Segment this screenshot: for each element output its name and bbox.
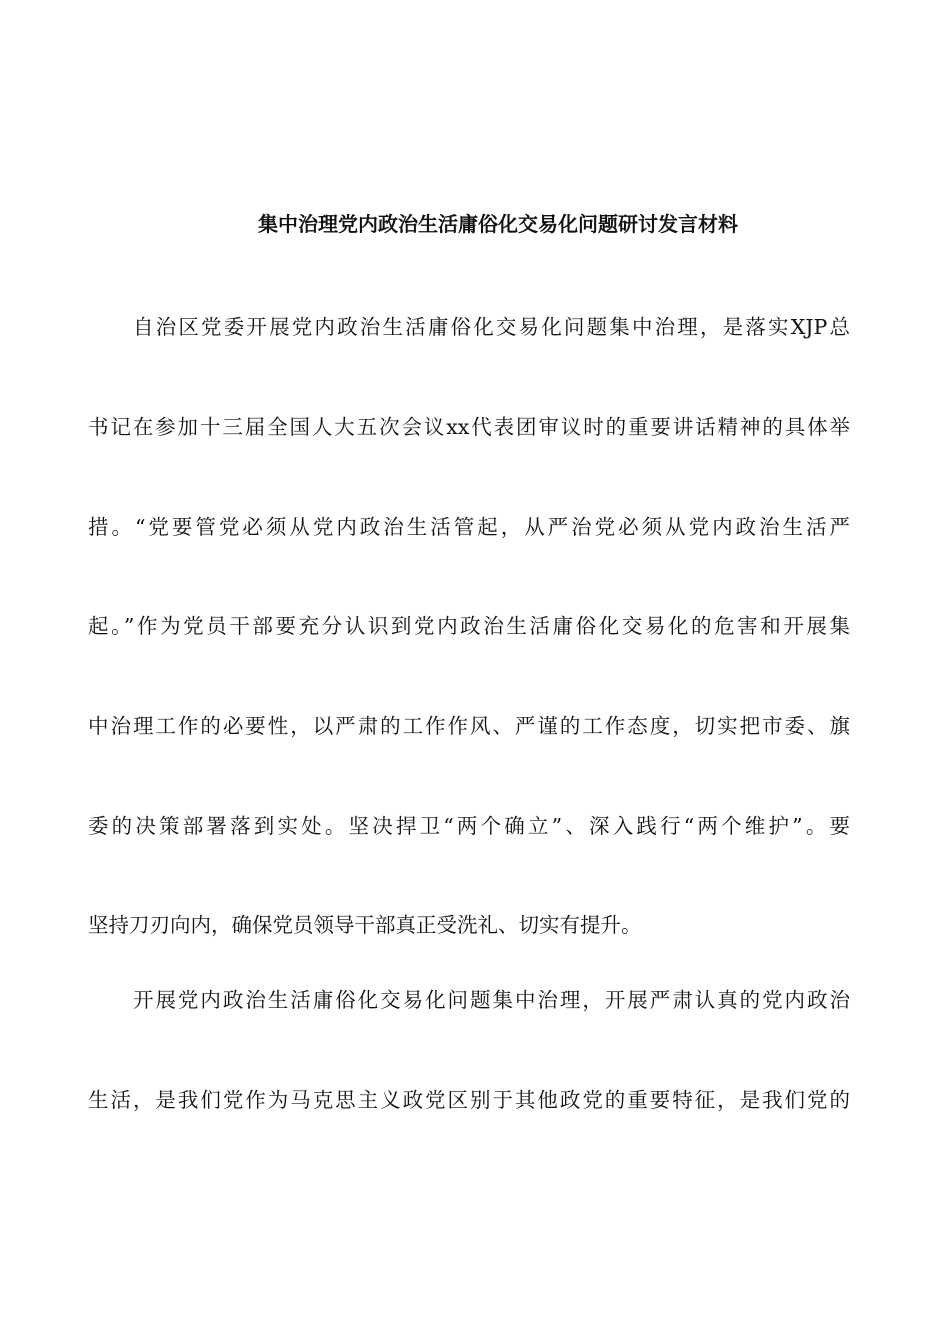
text-line: 措。“党要管党必须从党内政治生活管起，从严治党必须从党内政治生活严 — [88, 515, 850, 539]
text-line: 生活，是我们党作为马克思主义政党区别于其他政党的重要特征，是我们党的 — [88, 1088, 850, 1112]
text-line: 开展党内政治生活庸俗化交易化问题集中治理，开展严肃认真的党内政治 — [133, 988, 850, 1012]
text-line: 坚持刀刃向内，确保党员领导干部真正受洗礼、切实有提升。 — [88, 913, 642, 937]
document-title: 集中治理党内政治生活庸俗化交易化问题研讨发言材料 — [258, 212, 738, 236]
text-line: 自治区党委开展党内政治生活庸俗化交易化问题集中治理，是落实XJP总 — [133, 315, 850, 339]
text-line: 起。”作为党员干部要充分认识到党内政治生活庸俗化交易化的危害和开展集 — [88, 614, 850, 638]
text-line: 中治理工作的必要性，以严肃的工作作风、严谨的工作态度，切实把市委、旗 — [88, 714, 850, 738]
text-line: 委的决策部署落到实处。坚决捍卫“两个确立”、深入践行“两个维护”。要 — [88, 814, 850, 838]
text-line: 书记在参加十三届全国人大五次会议xx代表团审议时的重要讲话精神的具体举 — [88, 415, 850, 439]
